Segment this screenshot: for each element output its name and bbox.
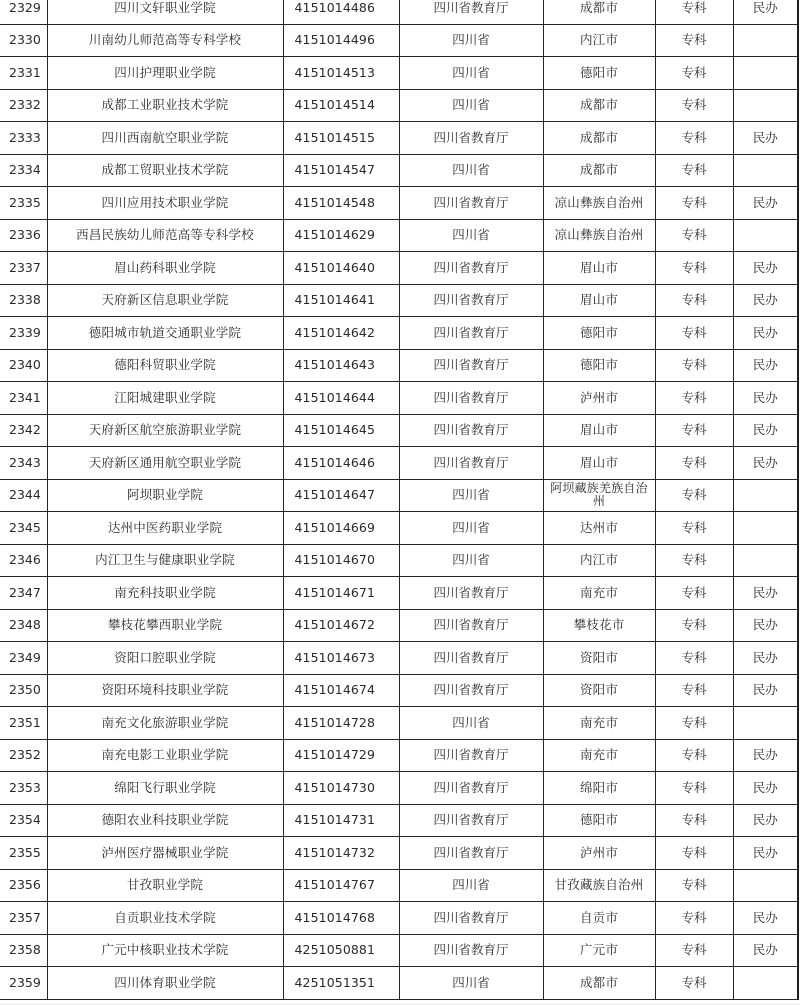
table-row <box>0 382 798 415</box>
cell-school-code: 4151014514 <box>283 89 399 122</box>
table-row <box>0 674 798 707</box>
cell-school-code: 4151014643 <box>283 349 399 382</box>
cell-school-name: 天府新区通用航空职业学院 <box>47 447 283 480</box>
cell-authority: 四川省 <box>399 89 543 122</box>
cell-location: 攀枝花市 <box>543 609 655 642</box>
cell-note: 民办 <box>733 837 798 870</box>
cell-authority: 四川省教育厅 <box>399 772 543 805</box>
cell-level: 专科 <box>655 57 733 90</box>
cell-note: 民办 <box>733 382 798 415</box>
cell-note: 民办 <box>733 902 798 935</box>
cell-note <box>733 967 798 1000</box>
table-row <box>0 219 798 252</box>
table-row <box>0 642 798 675</box>
cell-school-code: 4151014767 <box>283 869 399 902</box>
cell-location: 成都市 <box>543 967 655 1000</box>
cell-location: 眉山市 <box>543 414 655 447</box>
cell-note <box>733 57 798 90</box>
cell-location: 自贡市 <box>543 902 655 935</box>
cell-school-name: 达州中医药职业学院 <box>47 512 283 545</box>
cell-level: 专科 <box>655 187 733 220</box>
cell-index: 2356 <box>0 869 47 902</box>
cell-authority: 四川省教育厅 <box>399 284 543 317</box>
cell-level: 专科 <box>655 577 733 610</box>
cell-school-code: 4151014645 <box>283 414 399 447</box>
cell-index: 2329 <box>0 0 47 24</box>
cell-level: 专科 <box>655 447 733 480</box>
cell-level: 专科 <box>655 837 733 870</box>
cell-note <box>733 512 798 545</box>
cell-authority: 四川省教育厅 <box>399 187 543 220</box>
cell-location: 眉山市 <box>543 447 655 480</box>
cell-level: 专科 <box>655 544 733 577</box>
cell-school-name: 阿坝职业学院 <box>47 479 283 512</box>
cell-authority: 四川省 <box>399 707 543 740</box>
cell-note: 民办 <box>733 674 798 707</box>
cell-level: 专科 <box>655 967 733 1000</box>
cell-school-code: 4151014730 <box>283 772 399 805</box>
cell-authority: 四川省教育厅 <box>399 382 543 415</box>
cell-school-code: 4151014513 <box>283 57 399 90</box>
table-row <box>0 804 798 837</box>
cell-authority: 四川省 <box>399 154 543 187</box>
cell-index: 2350 <box>0 674 47 707</box>
cell-school-code: 4151014515 <box>283 122 399 155</box>
table-row <box>0 479 798 512</box>
cell-location: 南充市 <box>543 577 655 610</box>
cell-level: 专科 <box>655 479 733 512</box>
cell-authority: 四川省教育厅 <box>399 349 543 382</box>
table-row <box>0 252 798 285</box>
cell-index: 2333 <box>0 122 47 155</box>
cell-authority: 四川省 <box>399 24 543 57</box>
cell-note: 民办 <box>733 252 798 285</box>
cell-level: 专科 <box>655 642 733 675</box>
cell-school-code: 4151014674 <box>283 674 399 707</box>
table-row <box>0 902 798 935</box>
cell-index: 2348 <box>0 609 47 642</box>
cell-school-code: 4151014768 <box>283 902 399 935</box>
cell-note <box>733 707 798 740</box>
table-row <box>0 89 798 122</box>
cell-note: 民办 <box>733 284 798 317</box>
cell-school-code: 4151014729 <box>283 739 399 772</box>
cell-level: 专科 <box>655 252 733 285</box>
table-row <box>0 122 798 155</box>
table-row <box>0 187 798 220</box>
cell-level: 专科 <box>655 0 733 24</box>
cell-school-code: 4151014728 <box>283 707 399 740</box>
cell-authority: 四川省教育厅 <box>399 739 543 772</box>
cell-school-name: 成都工贸职业技术学院 <box>47 154 283 187</box>
cell-authority: 四川省 <box>399 512 543 545</box>
cell-level: 专科 <box>655 609 733 642</box>
cell-location: 达州市 <box>543 512 655 545</box>
cell-school-name: 南充科技职业学院 <box>47 577 283 610</box>
cell-index: 2353 <box>0 772 47 805</box>
table-row <box>0 317 798 350</box>
cell-school-name: 西昌民族幼儿师范高等专科学校 <box>47 219 283 252</box>
cell-note: 民办 <box>733 577 798 610</box>
cell-note: 民办 <box>733 609 798 642</box>
cell-index: 2339 <box>0 317 47 350</box>
cell-note <box>733 479 798 512</box>
cell-location: 成都市 <box>543 89 655 122</box>
cell-note <box>733 219 798 252</box>
cell-location: 德阳市 <box>543 804 655 837</box>
cell-school-code: 4151014642 <box>283 317 399 350</box>
table-row <box>0 934 798 967</box>
cell-note: 民办 <box>733 804 798 837</box>
cell-note: 民办 <box>733 642 798 675</box>
cell-school-name: 南充文化旅游职业学院 <box>47 707 283 740</box>
cell-school-name: 四川体育职业学院 <box>47 967 283 1000</box>
cell-authority: 四川省 <box>399 57 543 90</box>
cell-note <box>733 869 798 902</box>
cell-school-name: 泸州医疗器械职业学院 <box>47 837 283 870</box>
cell-location: 眉山市 <box>543 284 655 317</box>
cell-level: 专科 <box>655 804 733 837</box>
cell-level: 专科 <box>655 674 733 707</box>
cell-school-name: 资阳环境科技职业学院 <box>47 674 283 707</box>
cell-level: 专科 <box>655 382 733 415</box>
cell-note: 民办 <box>733 772 798 805</box>
cell-school-code: 4151014731 <box>283 804 399 837</box>
cell-school-name: 成都工业职业技术学院 <box>47 89 283 122</box>
table-row <box>0 154 798 187</box>
cell-level: 专科 <box>655 89 733 122</box>
cell-index: 2336 <box>0 219 47 252</box>
cell-index: 2352 <box>0 739 47 772</box>
cell-school-code: 4151014496 <box>283 24 399 57</box>
cell-school-name: 四川护理职业学院 <box>47 57 283 90</box>
table-row <box>0 24 798 57</box>
cell-level: 专科 <box>655 934 733 967</box>
cell-school-name: 四川文轩职业学院 <box>47 0 283 24</box>
cell-school-name: 江阳城建职业学院 <box>47 382 283 415</box>
cell-authority: 四川省教育厅 <box>399 122 543 155</box>
cell-school-code: 4151014640 <box>283 252 399 285</box>
cell-school-name: 德阳农业科技职业学院 <box>47 804 283 837</box>
cell-school-name: 绵阳飞行职业学院 <box>47 772 283 805</box>
cell-level: 专科 <box>655 154 733 187</box>
cell-school-code: 4151014548 <box>283 187 399 220</box>
cell-location: 凉山彝族自治州 <box>543 187 655 220</box>
cell-school-name: 德阳城市轨道交通职业学院 <box>47 317 283 350</box>
cell-location: 成都市 <box>543 0 655 24</box>
cell-note: 民办 <box>733 317 798 350</box>
cell-level: 专科 <box>655 317 733 350</box>
cell-index: 2354 <box>0 804 47 837</box>
table-row <box>0 772 798 805</box>
cell-level: 专科 <box>655 122 733 155</box>
cell-level: 专科 <box>655 707 733 740</box>
cell-level: 专科 <box>655 869 733 902</box>
cell-index: 2347 <box>0 577 47 610</box>
cell-school-name: 天府新区航空旅游职业学院 <box>47 414 283 447</box>
cell-note: 民办 <box>733 0 798 24</box>
cell-school-name: 甘孜职业学院 <box>47 869 283 902</box>
cell-level: 专科 <box>655 349 733 382</box>
cell-note <box>733 154 798 187</box>
table-row <box>0 447 798 480</box>
table-row <box>0 707 798 740</box>
cell-authority: 四川省教育厅 <box>399 414 543 447</box>
cell-index: 2338 <box>0 284 47 317</box>
cell-note <box>733 544 798 577</box>
cell-authority: 四川省教育厅 <box>399 902 543 935</box>
cell-note <box>733 89 798 122</box>
table-row <box>0 739 798 772</box>
cell-location: 凉山彝族自治州 <box>543 219 655 252</box>
cell-location: 泸州市 <box>543 837 655 870</box>
table-row <box>0 837 798 870</box>
cell-authority: 四川省教育厅 <box>399 674 543 707</box>
table-row <box>0 284 798 317</box>
cell-authority: 四川省教育厅 <box>399 577 543 610</box>
table-row <box>0 349 798 382</box>
table-row <box>0 869 798 902</box>
cell-location: 德阳市 <box>543 57 655 90</box>
cell-school-code: 4151014671 <box>283 577 399 610</box>
cell-location: 绵阳市 <box>543 772 655 805</box>
cell-authority: 四川省教育厅 <box>399 609 543 642</box>
cell-index: 2337 <box>0 252 47 285</box>
cell-index: 2349 <box>0 642 47 675</box>
cell-index: 2359 <box>0 967 47 1000</box>
cell-authority: 四川省教育厅 <box>399 447 543 480</box>
cell-school-name: 资阳口腔职业学院 <box>47 642 283 675</box>
cell-level: 专科 <box>655 772 733 805</box>
cell-authority: 四川省 <box>399 219 543 252</box>
cell-authority: 四川省 <box>399 544 543 577</box>
cell-index: 2344 <box>0 479 47 512</box>
cell-location: 成都市 <box>543 154 655 187</box>
cell-index: 2334 <box>0 154 47 187</box>
cell-school-code: 4151014629 <box>283 219 399 252</box>
cell-index: 2358 <box>0 934 47 967</box>
cell-level: 专科 <box>655 902 733 935</box>
table-row <box>0 967 798 1000</box>
cell-location: 成都市 <box>543 122 655 155</box>
cell-authority: 四川省 <box>399 967 543 1000</box>
cell-school-code: 4151014673 <box>283 642 399 675</box>
cell-authority: 四川省教育厅 <box>399 642 543 675</box>
cell-index: 2341 <box>0 382 47 415</box>
cell-note: 民办 <box>733 447 798 480</box>
cell-level: 专科 <box>655 739 733 772</box>
table-row <box>0 512 798 545</box>
cell-index: 2355 <box>0 837 47 870</box>
cell-index: 2330 <box>0 24 47 57</box>
cell-index: 2342 <box>0 414 47 447</box>
cell-location: 眉山市 <box>543 252 655 285</box>
cell-index: 2335 <box>0 187 47 220</box>
cell-level: 专科 <box>655 414 733 447</box>
cell-location: 内江市 <box>543 24 655 57</box>
cell-index: 2351 <box>0 707 47 740</box>
cell-note <box>733 24 798 57</box>
cell-location: 广元市 <box>543 934 655 967</box>
cell-authority: 四川省 <box>399 869 543 902</box>
cell-level: 专科 <box>655 512 733 545</box>
cell-level: 专科 <box>655 219 733 252</box>
cell-level: 专科 <box>655 24 733 57</box>
cell-location: 资阳市 <box>543 674 655 707</box>
cell-location: 阿坝藏族羌族自治州 <box>543 479 655 512</box>
cell-index: 2343 <box>0 447 47 480</box>
table-row <box>0 57 798 90</box>
cell-school-name: 自贡职业技术学院 <box>47 902 283 935</box>
cell-level: 专科 <box>655 284 733 317</box>
cell-location: 德阳市 <box>543 317 655 350</box>
cell-authority: 四川省教育厅 <box>399 837 543 870</box>
cell-school-name: 攀枝花攀西职业学院 <box>47 609 283 642</box>
cell-index: 2332 <box>0 89 47 122</box>
cell-school-name: 四川西南航空职业学院 <box>47 122 283 155</box>
cell-school-code: 4151014647 <box>283 479 399 512</box>
table-row <box>0 577 798 610</box>
cell-school-code: 4151014644 <box>283 382 399 415</box>
cell-location: 内江市 <box>543 544 655 577</box>
cell-note: 民办 <box>733 349 798 382</box>
cell-index: 2346 <box>0 544 47 577</box>
cell-school-name: 南充电影工业职业学院 <box>47 739 283 772</box>
table-row <box>0 609 798 642</box>
cell-authority: 四川省教育厅 <box>399 0 543 24</box>
cell-school-name: 德阳科贸职业学院 <box>47 349 283 382</box>
cell-location: 南充市 <box>543 707 655 740</box>
cell-school-name: 天府新区信息职业学院 <box>47 284 283 317</box>
table-row <box>0 544 798 577</box>
cell-note: 民办 <box>733 934 798 967</box>
cell-school-code: 4151014672 <box>283 609 399 642</box>
cell-school-code: 4251050881 <box>283 934 399 967</box>
cell-location: 南充市 <box>543 739 655 772</box>
cell-authority: 四川省教育厅 <box>399 934 543 967</box>
cell-location: 资阳市 <box>543 642 655 675</box>
cell-index: 2340 <box>0 349 47 382</box>
cell-authority: 四川省 <box>399 479 543 512</box>
cell-note: 民办 <box>733 187 798 220</box>
cell-school-code: 4151014646 <box>283 447 399 480</box>
cell-index: 2331 <box>0 57 47 90</box>
cell-school-name: 广元中核职业技术学院 <box>47 934 283 967</box>
cell-location: 德阳市 <box>543 349 655 382</box>
table-row <box>0 414 798 447</box>
cell-school-code: 4151014547 <box>283 154 399 187</box>
cell-index: 2357 <box>0 902 47 935</box>
cell-location: 甘孜藏族自治州 <box>543 869 655 902</box>
cell-index: 2345 <box>0 512 47 545</box>
cell-note: 民办 <box>733 739 798 772</box>
cell-school-code: 4151014486 <box>283 0 399 24</box>
cell-school-code: 4151014670 <box>283 544 399 577</box>
cell-school-code: 4151014669 <box>283 512 399 545</box>
cell-school-code: 4151014641 <box>283 284 399 317</box>
cell-school-name: 四川应用技术职业学院 <box>47 187 283 220</box>
cell-note: 民办 <box>733 414 798 447</box>
cell-school-name: 内江卫生与健康职业学院 <box>47 544 283 577</box>
cell-school-name: 川南幼儿师范高等专科学校 <box>47 24 283 57</box>
cell-school-code: 4251051351 <box>283 967 399 1000</box>
cell-authority: 四川省教育厅 <box>399 804 543 837</box>
cell-school-name: 眉山药科职业学院 <box>47 252 283 285</box>
cell-authority: 四川省教育厅 <box>399 317 543 350</box>
cell-authority: 四川省教育厅 <box>399 252 543 285</box>
table-row <box>0 0 798 24</box>
cell-location: 泸州市 <box>543 382 655 415</box>
cell-note: 民办 <box>733 122 798 155</box>
cell-school-code: 4151014732 <box>283 837 399 870</box>
